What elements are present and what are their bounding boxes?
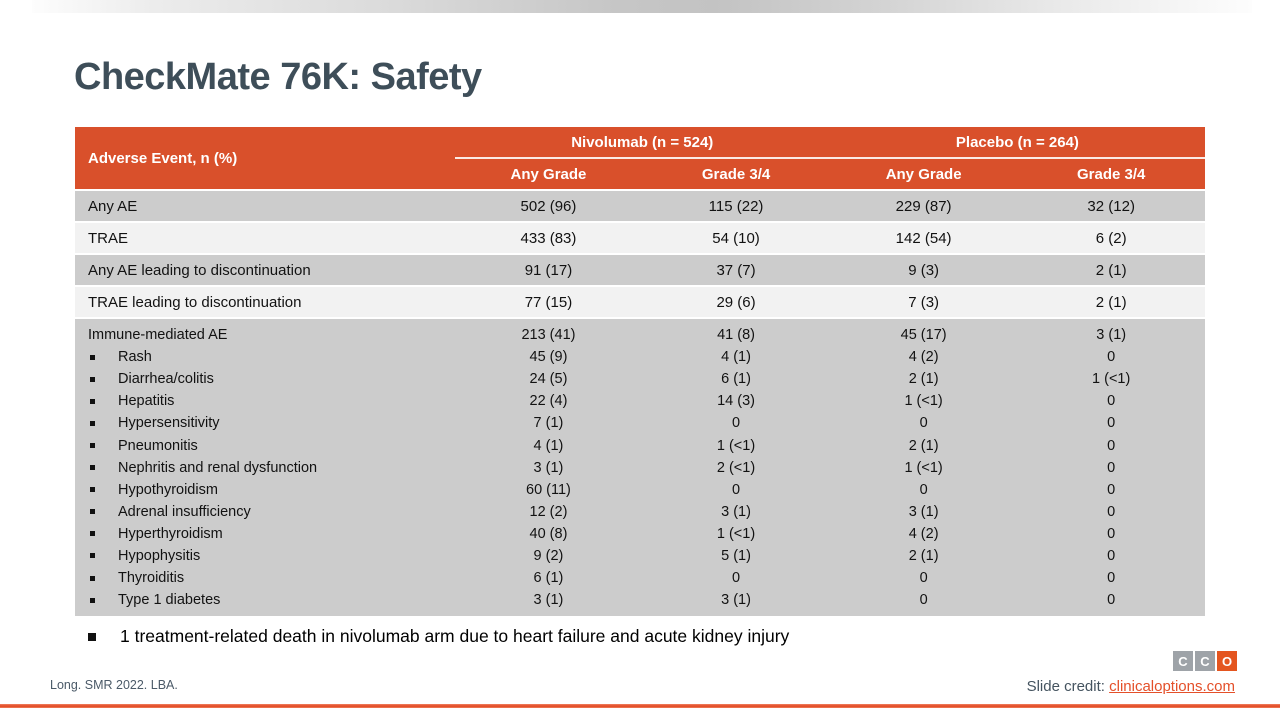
row-label <box>75 570 455 586</box>
group-header-placebo: Placebo (n = 264) <box>955 133 1079 151</box>
table-cell: 4 (1) <box>533 437 564 454</box>
table-cell: 3 (1) <box>533 592 564 609</box>
top-shadow-gradient <box>32 0 1252 13</box>
table-cell: 3 (1) <box>908 503 939 520</box>
row-label-text: Any AE <box>88 197 138 215</box>
table-cell: 0 <box>1107 459 1116 476</box>
table-cell: 41 (8) <box>717 327 755 344</box>
row-label-text: Hyperthyroidism <box>118 525 223 542</box>
table-cell: 0 <box>732 570 741 587</box>
table-row <box>75 390 1205 412</box>
group-header-nivolumab: Nivolumab (n = 524) <box>571 133 714 151</box>
table-cell: 6 (2) <box>1095 229 1127 247</box>
row-label <box>75 294 455 311</box>
sub-header-grade34-nivolumab: Grade 3/4 <box>701 165 771 183</box>
table-row <box>75 191 1205 221</box>
table-row <box>75 545 1205 567</box>
table-cell: 7 (1) <box>533 415 564 432</box>
table-cell: 115 (22) <box>708 197 764 215</box>
table-cell: 2 (1) <box>1095 293 1127 311</box>
table-cell: 2 (1) <box>908 547 939 564</box>
row-label <box>75 438 455 454</box>
row-label-text: Thyroiditis <box>118 570 185 587</box>
table-row <box>75 412 1205 434</box>
table-cell: 0 <box>1107 547 1116 564</box>
sub-header-grade34-placebo: Grade 3/4 <box>1077 165 1146 183</box>
table-row <box>75 567 1205 589</box>
row-label <box>75 371 455 387</box>
table-cell: 3 (1) <box>1096 327 1127 344</box>
table-cell: 91 (17) <box>524 261 573 279</box>
bullet-square-icon <box>90 509 95 514</box>
row-label-text: Any AE leading to discontinuation <box>88 261 311 279</box>
table-cell: 0 <box>732 415 741 432</box>
row-label <box>75 349 455 365</box>
bullet-square-icon <box>90 443 95 448</box>
table-row <box>75 346 1205 368</box>
row-label-text: Hypophysitis <box>118 547 201 564</box>
bullet-square-icon <box>90 531 95 536</box>
row-label <box>75 230 455 247</box>
table-cell: 40 (8) <box>529 525 568 542</box>
table-cell: 4 (2) <box>908 525 939 542</box>
table-cell: 0 <box>1107 437 1116 454</box>
row-label-text: Diarrhea/colitis <box>118 371 214 388</box>
row-label <box>75 262 455 279</box>
bullet-square-icon <box>90 598 95 603</box>
table-cell: 14 (3) <box>717 393 755 410</box>
table-cell: 45 (9) <box>529 349 568 366</box>
table-cell: 229 (87) <box>895 197 952 215</box>
table-cell: 6 (1) <box>533 570 564 587</box>
table-cell: 29 (6) <box>716 293 756 311</box>
table-cell: 0 <box>1107 592 1116 609</box>
slide-credit <box>1027 678 1235 695</box>
credit-label: Slide credit: <box>1026 678 1110 695</box>
bottom-accent-line <box>0 704 1280 708</box>
immune-mediated-block <box>75 319 1205 616</box>
logo-letter-o: O <box>1217 651 1237 671</box>
table-row <box>75 255 1205 285</box>
row-label <box>75 526 455 542</box>
bullet-square-icon <box>90 421 95 426</box>
group-header-row <box>455 127 1205 159</box>
table-row <box>75 287 1205 317</box>
table-cell: 3 (1) <box>721 503 751 520</box>
row-label-text: Adrenal insufficiency <box>118 503 251 520</box>
table-cell: 0 <box>919 570 928 587</box>
table-cell: 0 <box>919 592 928 609</box>
bullet-square-icon <box>90 355 95 360</box>
row-label-text: Hypersensitivity <box>118 415 220 432</box>
table-cell: 0 <box>1107 481 1116 498</box>
table-cell: 2 (1) <box>908 371 939 388</box>
table-row <box>75 501 1205 523</box>
table-cell: 12 (2) <box>529 503 568 520</box>
table-cell: 5 (1) <box>721 547 751 564</box>
row-label <box>75 415 455 431</box>
footnote <box>88 626 789 647</box>
table-cell: 60 (11) <box>526 481 571 498</box>
table-cell: 0 <box>919 481 928 498</box>
table-cell: 1 (<1) <box>904 393 943 410</box>
table-cell: 6 (1) <box>721 371 751 388</box>
table-cell: 142 (54) <box>895 229 952 247</box>
table-cell: 1 (<1) <box>716 437 756 454</box>
row-label-text: Type 1 diabetes <box>118 592 221 609</box>
table-cell: 2 (1) <box>1095 261 1127 279</box>
table-row <box>75 523 1205 545</box>
row-label-text: Rash <box>118 349 152 366</box>
table-cell: 433 (83) <box>520 229 577 247</box>
row-label <box>75 327 455 343</box>
row-label-text: Pneumonitis <box>118 437 198 454</box>
table-cell: 9 (2) <box>533 547 564 564</box>
logo-letter-c1: C <box>1173 651 1193 671</box>
logo-letter-c2: C <box>1195 651 1215 671</box>
table-cell: 24 (5) <box>529 371 568 388</box>
table-cell: 4 (2) <box>908 349 939 366</box>
sub-header-row <box>455 159 1205 189</box>
bullet-square-icon <box>90 576 95 581</box>
table-cell: 77 (15) <box>524 293 573 311</box>
cco-logo <box>1173 651 1237 671</box>
table-row <box>75 434 1205 456</box>
table-cell: 22 (4) <box>529 393 568 410</box>
table-cell: 1 (<1) <box>904 459 943 476</box>
table-cell: 0 <box>919 415 928 432</box>
sub-header-any-grade-nivolumab: Any Grade <box>510 165 587 183</box>
table-cell: 0 <box>1107 525 1116 542</box>
table-cell: 2 (1) <box>908 437 939 454</box>
row-label <box>75 592 455 608</box>
table-row <box>75 457 1205 479</box>
table-row <box>75 589 1205 611</box>
safety-table <box>75 127 1205 616</box>
row-label <box>75 548 455 564</box>
table-cell: 0 <box>1107 393 1116 410</box>
table-row <box>75 368 1205 390</box>
table-cell: 45 (17) <box>900 327 947 344</box>
slide-title: CheckMate 76K: Safety <box>74 56 482 98</box>
row-label-text: Hypothyroidism <box>118 481 218 498</box>
table-row <box>75 223 1205 253</box>
table-cell: 4 (1) <box>721 349 751 366</box>
table-cell: 0 <box>1107 503 1116 520</box>
table-cell: 37 (7) <box>716 261 756 279</box>
row-label-text: TRAE leading to discontinuation <box>88 293 302 311</box>
bullet-square-icon <box>90 553 95 558</box>
bullet-square-icon <box>90 487 95 492</box>
table-cell: 0 <box>1107 570 1116 587</box>
row-label-text: Nephritis and renal dysfunction <box>118 459 318 476</box>
table-row <box>75 479 1205 501</box>
table-cell: 0 <box>1107 349 1116 366</box>
table-cell: 2 (<1) <box>716 459 756 476</box>
row-label <box>75 198 455 215</box>
table-cell: 1 (<1) <box>1092 371 1131 388</box>
credit-link[interactable]: clinicaloptions.com <box>1109 678 1235 695</box>
table-cell: 213 (41) <box>521 327 576 344</box>
table-cell: 54 (10) <box>712 229 760 247</box>
table-cell: 0 <box>732 481 741 498</box>
bullet-square-icon <box>88 633 96 641</box>
table-cell: 1 (<1) <box>716 525 756 542</box>
row-label <box>75 482 455 498</box>
sub-header-any-grade-placebo: Any Grade <box>885 165 962 183</box>
table-cell: 9 (3) <box>908 261 940 279</box>
table-cell: 32 (12) <box>1087 197 1135 215</box>
table-row <box>75 324 1205 346</box>
bullet-square-icon <box>90 399 95 404</box>
table-cell: 3 (1) <box>721 592 751 609</box>
table-cell: 7 (3) <box>908 293 940 311</box>
bullet-square-icon <box>90 377 95 382</box>
corner-header: Adverse Event, n (%) <box>88 149 238 167</box>
row-label-text: Immune-mediated AE <box>88 327 228 344</box>
table-cell: 3 (1) <box>533 459 564 476</box>
row-label <box>75 393 455 409</box>
bullet-square-icon <box>90 465 95 470</box>
table-cell: 502 (96) <box>520 197 577 215</box>
reference-citation: Long. SMR 2022. LBA. <box>50 678 178 692</box>
table-header-right <box>455 127 1205 189</box>
table-cell: 0 <box>1107 415 1116 432</box>
row-label <box>75 460 455 476</box>
footnote-text: 1 treatment-related death in nivolumab arm due to heart failure and acute kidney injury <box>120 626 790 646</box>
row-label-text: Hepatitis <box>118 393 175 410</box>
table-header <box>75 127 1205 189</box>
table-summary-rows <box>75 191 1205 317</box>
row-label <box>75 504 455 520</box>
row-label-text: TRAE <box>88 229 129 247</box>
